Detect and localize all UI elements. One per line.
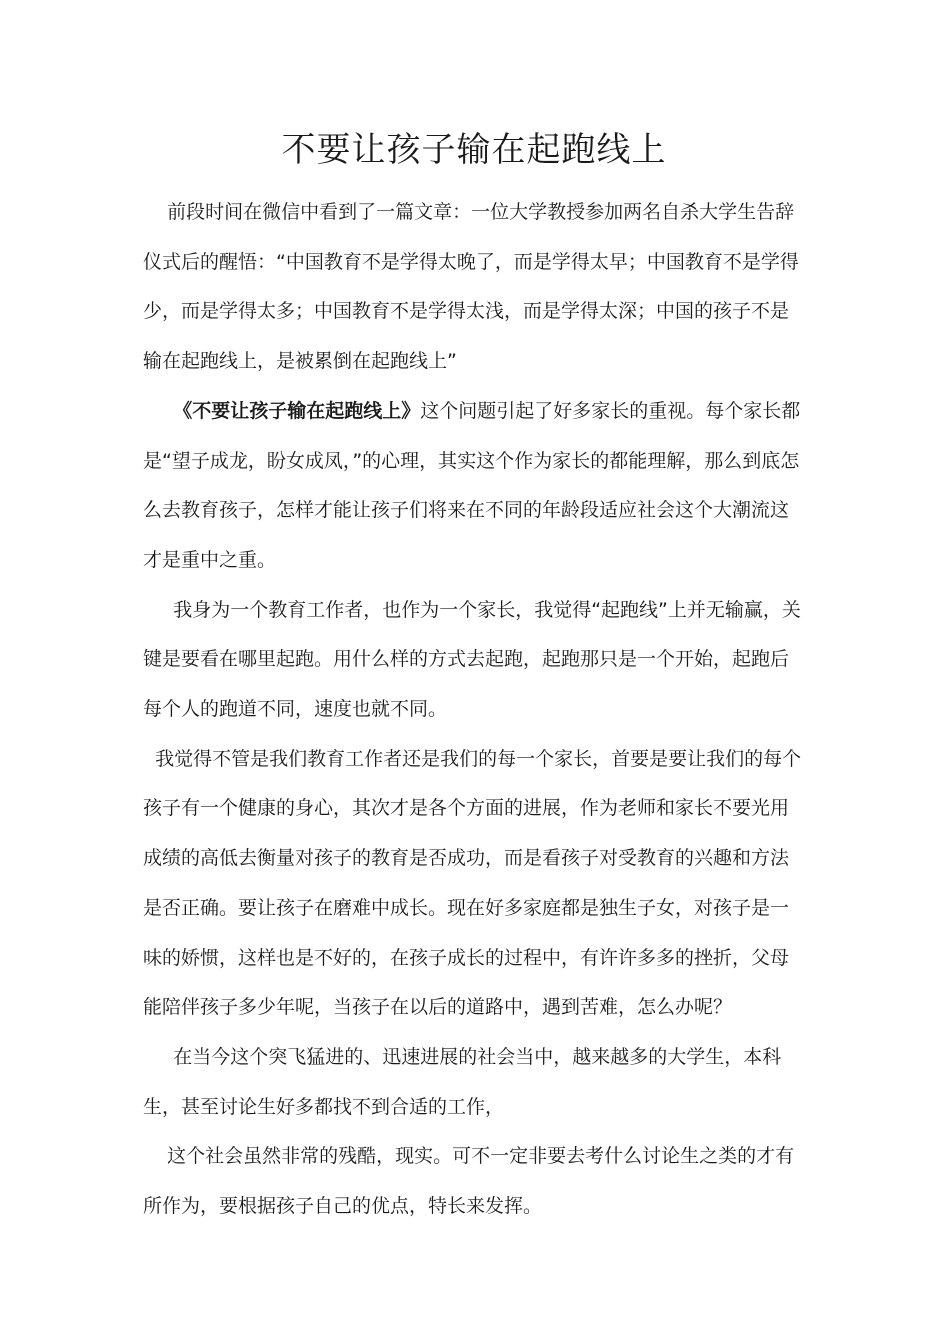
paragraph-text: 这个问题引起了好多家长的重视。每个家长都是“望子成龙，盼女成凤，”的心理，其实这个作为家长的都能理解，那么到底怎么去教育孩子，怎样才能让孩子们将来在不同的年龄段适应社会这个大潮流这才是重中之重。 [143,399,801,571]
paragraph-6 [143,1132,805,1231]
bold-title-reference: 《不要让孩子输在起跑线上》 [173,399,421,422]
document-title: 不要让孩子输在起跑线上 [281,130,667,170]
paragraph-4 [143,735,805,1033]
paragraph-3 [143,586,805,735]
paragraph-text: 我身为一个教育工作者，也作为一个家长，我觉得“起跑线”上并无输赢，关键是要看在哪里起跑。用什么样的方式去起跑，起跑那只是一个开始，起跑后每个人的跑道不同，速度也就不同。 [143,598,801,721]
paragraph-5 [143,1033,805,1132]
paragraph-indent [143,1145,167,1167]
paragraph-1 [143,188,805,387]
paragraph-indent [143,1046,173,1068]
paragraph-indent [143,400,173,422]
paragraph-indent [143,201,167,223]
document-page [143,124,805,1232]
paragraph-indent [143,748,155,770]
paragraph-indent [143,599,173,621]
paragraph-text: 前段时间在微信中看到了一篇文章：一位大学教授参加两名自杀大学生告辞仪式后的醒悟：“中国教育不是学得太晚了，而是学得太早；中国教育不是学得少，而是学得太多；中国教育不是学得太浅，而是学得太深；中国的孩子不是输在起跑线上，是被累倒在起跑线上” [143,201,799,373]
paragraph-text: 我觉得不管是我们教育工作者还是我们的每一个家长，首要是要让我们的每个孩子有一个健康的身心，其次才是各个方面的进展，作为老师和家长不要光用成绩的高低去衡量对孩子的教育是否成功，而是看孩子对受教育的兴趣和方法是否正确。要让孩子在磨难中成长。现在好多家庭都是独生子女，对孩子是一味的娇惯，这样也是不好的，在孩子成长的过程中，有许许多多的挫折，父母能陪伴孩子多少年呢，当孩子在以后的道路中，遇到苦难，怎么办呢？ [143,747,802,1019]
paragraph-2 [143,387,805,586]
paragraph-text: 在当今这个突飞猛进的、迅速进展的社会当中，越来越多的大学生，本科生，甚至讨论生好多都找不到合适的工作， [143,1045,782,1118]
paragraph-text: 这个社会虽然非常的残酷，现实。可不一定非要去考什么讨论生之类的才有所作为，要根据孩子自己的优点，特长来发挥。 [143,1145,795,1218]
